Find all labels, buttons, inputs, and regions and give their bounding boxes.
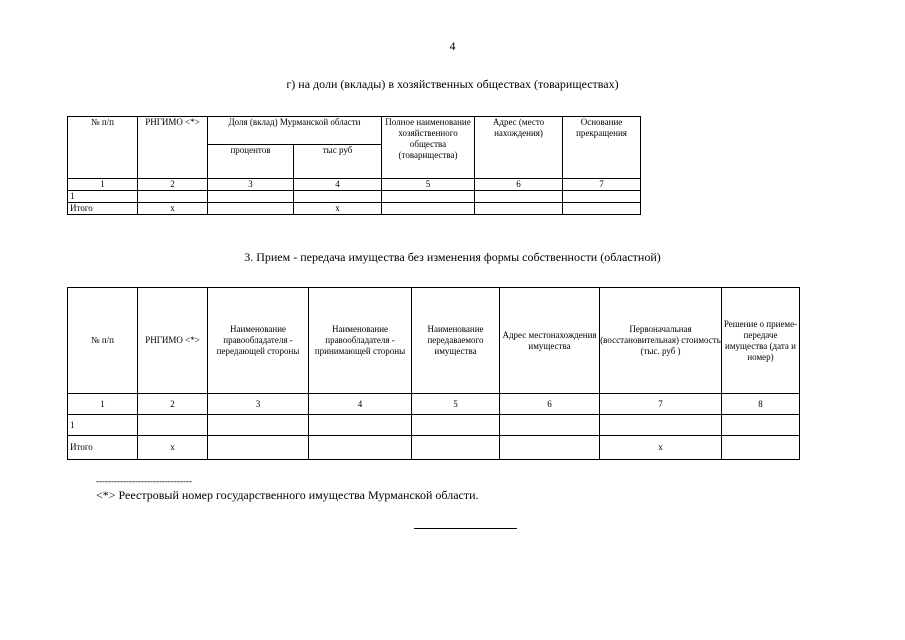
header-full-name: Полное наименование хозяйственного общества (товарищества) xyxy=(382,117,475,179)
col-number: 7 xyxy=(563,179,641,191)
header-rngimo: РНГИМО <*> xyxy=(138,117,208,179)
header-basis: Основание прекращения xyxy=(563,117,641,179)
col-number: 6 xyxy=(475,179,563,191)
header-transferring: Наименование правообладателя - передающей стороны xyxy=(208,288,309,394)
col-number: 8 xyxy=(722,394,800,415)
col-number: 5 xyxy=(412,394,500,415)
shares-table xyxy=(67,116,641,215)
page-number: 4 xyxy=(449,39,456,53)
section-3-title: 3. Прием - передача имущества без изменения формы собственности (областной) xyxy=(244,250,661,264)
col-number: 7 xyxy=(600,394,722,415)
col-number: 2 xyxy=(138,394,208,415)
col-number: 5 xyxy=(382,179,475,191)
table-row xyxy=(68,191,641,203)
header-property-name: Наименование передаваемого имущества xyxy=(412,288,500,394)
total-x: x xyxy=(138,203,208,215)
total-row xyxy=(68,203,641,215)
total-row xyxy=(68,436,800,460)
col-number: 4 xyxy=(309,394,412,415)
col-number: 3 xyxy=(208,179,294,191)
total-label: Итого xyxy=(68,203,138,215)
row-number: 1 xyxy=(68,191,138,203)
header-decision: Решение о приеме-передаче имущества (дата и номер) xyxy=(722,288,800,394)
col-number: 1 xyxy=(68,394,138,415)
end-rule xyxy=(414,528,517,529)
header-receiving: Наименование правообладателя - принимающей стороны xyxy=(309,288,412,394)
header-num: № п/п xyxy=(68,117,138,179)
footnote-separator: -------------------------------- xyxy=(96,476,192,486)
header-location: Адрес местонахождения имущества xyxy=(500,288,600,394)
col-number: 4 xyxy=(294,179,382,191)
total-x: x xyxy=(138,436,208,460)
col-number: 6 xyxy=(500,394,600,415)
table-row xyxy=(68,415,800,436)
transfer-table xyxy=(67,287,800,460)
col-number: 3 xyxy=(208,394,309,415)
total-x: x xyxy=(294,203,382,215)
header-num: № п/п xyxy=(68,288,138,394)
header-cost: Первоначальная (восстановительная) стоимость (тыс. руб ) xyxy=(600,288,722,394)
header-thousand-rub: тыс руб xyxy=(294,145,382,179)
header-percent: процентов xyxy=(208,145,294,179)
total-x: x xyxy=(600,436,722,460)
row-number: 1 xyxy=(68,415,138,436)
total-label: Итого xyxy=(68,436,138,460)
header-share: Доля (вклад) Мурманской области xyxy=(208,117,382,145)
col-number: 1 xyxy=(68,179,138,191)
header-address: Адрес (место нахождения) xyxy=(475,117,563,179)
section-g-title: г) на доли (вклады) в хозяйственных обществах (товариществах) xyxy=(286,77,619,91)
col-number: 2 xyxy=(138,179,208,191)
header-rngimo: РНГИМО <*> xyxy=(138,288,208,394)
footnote-text: <*> Реестровый номер государственного имущества Мурманской области. xyxy=(96,488,479,502)
